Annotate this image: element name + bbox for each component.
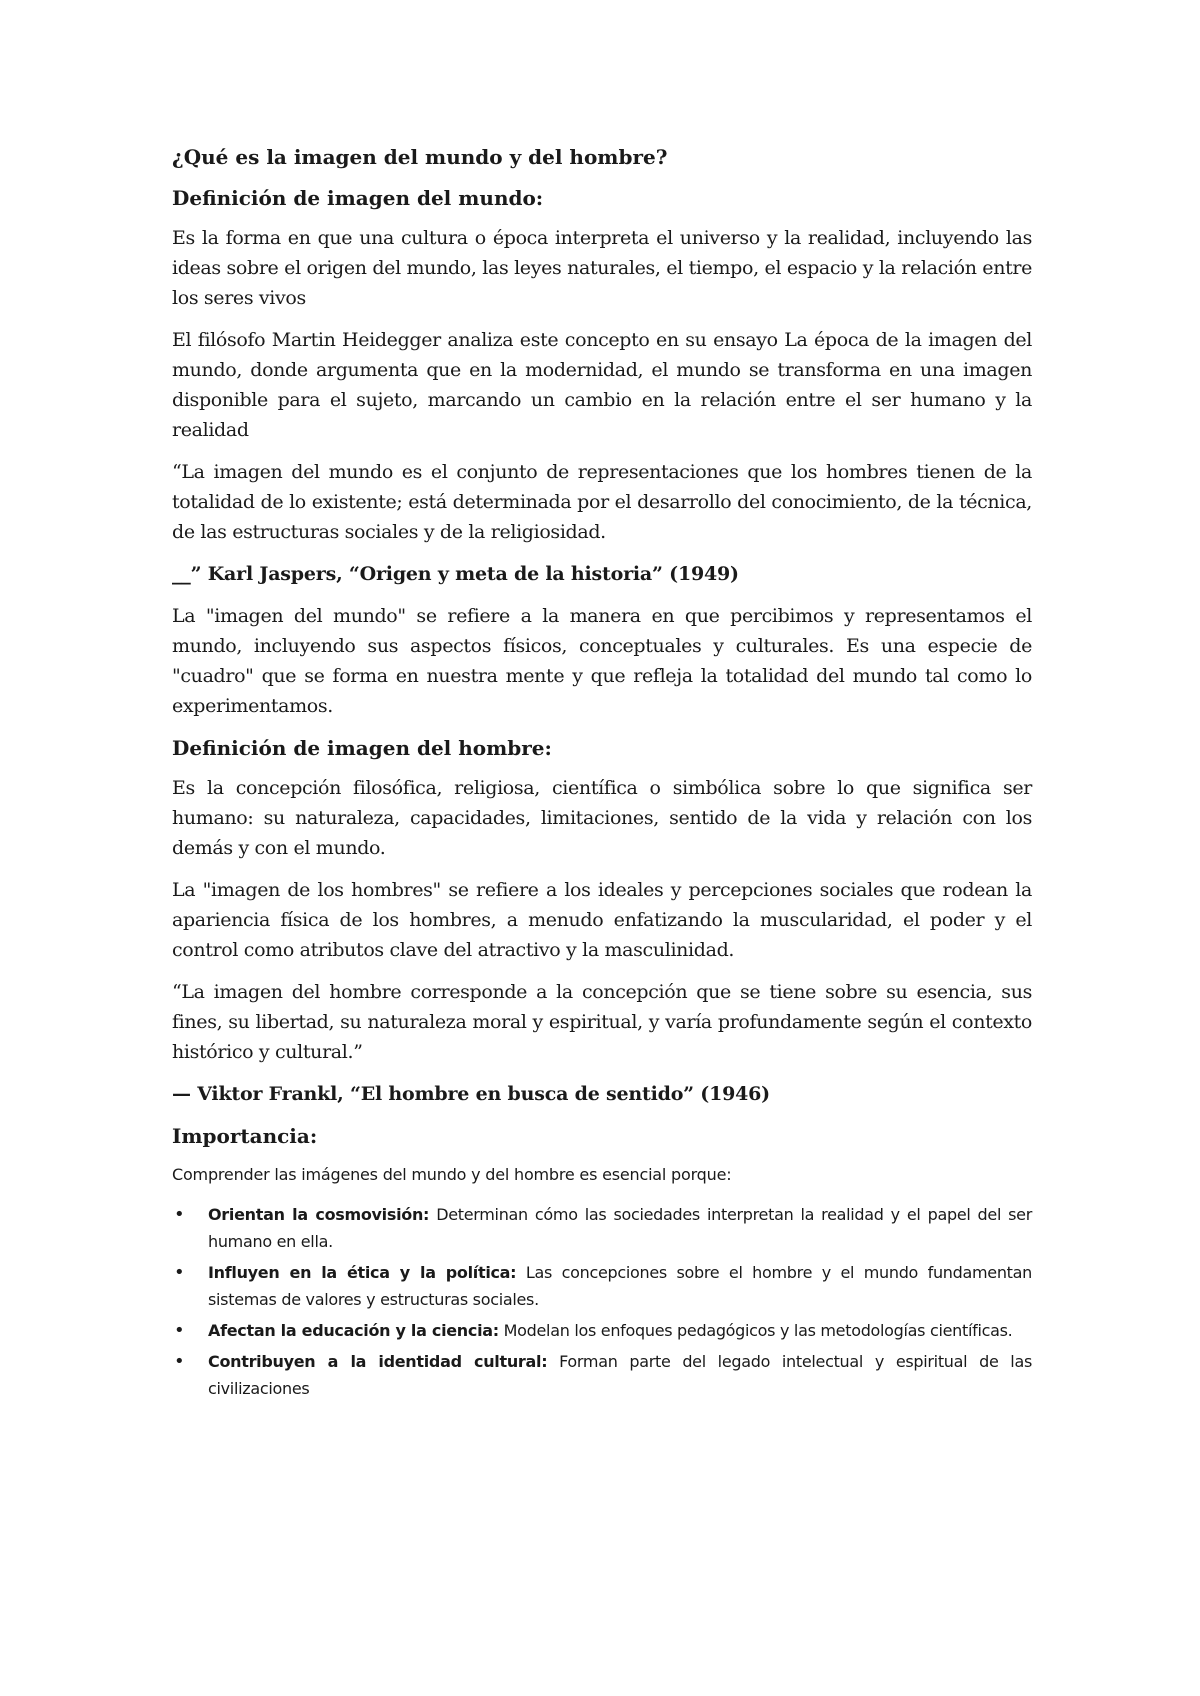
list-item <box>172 1348 1032 1402</box>
bullet-icon: • <box>174 1204 185 1225</box>
quote-frankl: “La imagen del hombre corresponde a la concepción que se tiene sobre su esencia, sus fines, su libertad, su naturaleza moral y espiritual, y varía profundamente según el contexto histórico y cultural.” <box>172 981 1032 1063</box>
paragraph-men-image: La "imagen de los hombres" se refiere a los ideales y percepciones sociales que rodean la apariencia física de los hombres, a menudo enfatizando la muscularidad, el poder y el control como atributos clave del atractivo y la masculinidad. <box>172 879 1032 961</box>
list-item <box>172 1259 1032 1313</box>
list-item-text: Modelan los enfoques pedagógicos y las metodologías científicas. <box>498 1321 1013 1340</box>
list-item-text: Las concepciones sobre el hombre y el mundo fundamentan sistemas de valores y estructuras sociales. <box>208 1263 1032 1309</box>
list-item-text: Determinan cómo las sociedades interpretan la realidad y el papel del ser humano en ella. <box>208 1205 1032 1251</box>
paragraph-world-image: La "imagen del mundo" se refiere a la manera en que percibimos y representamos el mundo, incluyendo sus aspectos físicos, conceptuales y culturales. Es una especie de "cuadro" que se forma en nuestra mente y que refleja la totalidad del mundo tal como lo experimentamos. <box>172 605 1032 717</box>
quote-jaspers: “La imagen del mundo es el conjunto de representaciones que los hombres tienen de la totalidad de lo existente; está determinada por el desarrollo del conocimiento, de la técnica, de las estructuras sociales y de la religiosidad. <box>172 461 1032 543</box>
list-item-lead: Orientan la cosmovisión: <box>208 1205 430 1224</box>
citation-jaspers: __” Karl Jaspers, “Origen y meta de la historia” (1949) <box>172 563 739 585</box>
bullet-icon: • <box>174 1320 185 1341</box>
list-item-text: Forman parte del legado intelectual y espiritual de las civilizaciones <box>208 1352 1032 1398</box>
importance-intro: Comprender las imágenes del mundo y del hombre es esencial porque: <box>172 1165 732 1184</box>
list-item-lead: Afectan la educación y la ciencia: <box>208 1321 499 1340</box>
list-item <box>172 1317 1032 1344</box>
heading-man-definition: Definición de imagen del hombre: <box>172 736 552 760</box>
bullet-icon: • <box>174 1351 185 1372</box>
paragraph-man-definition: Es la concepción filosófica, religiosa, científica o simbólica sobre lo que significa ser humano: su naturaleza, capacidades, limitaciones, sentido de la vida y relación con los demás y con el mundo. <box>172 777 1032 859</box>
heading-importance: Importancia: <box>172 1124 318 1148</box>
paragraph-world-definition: Es la forma en que una cultura o época interpreta el universo y la realidad, incluyendo las ideas sobre el origen del mundo, las leyes naturales, el tiempo, el espacio y la relación entre los seres vivos <box>172 227 1032 309</box>
citation-frankl: — Viktor Frankl, “El hombre en busca de sentido” (1946) <box>172 1083 770 1105</box>
heading-world-definition: Definición de imagen del mundo: <box>172 186 544 210</box>
list-item <box>172 1201 1032 1255</box>
list-item-lead: Influyen en la ética y la política: <box>208 1263 517 1282</box>
bullet-icon: • <box>174 1262 185 1283</box>
document-title: ¿Qué es la imagen del mundo y del hombre? <box>172 145 668 169</box>
paragraph-heidegger: El filósofo Martin Heidegger analiza este concepto en su ensayo La época de la imagen del mundo, donde argumenta que en la modernidad, el mundo se transforma en una imagen disponible para el sujeto, marcando un cambio en la relación entre el ser humano y la realidad <box>172 329 1032 441</box>
importance-list <box>172 1201 1032 1402</box>
document-body <box>172 142 1032 1406</box>
list-item-lead: Contribuyen a la identidad cultural: <box>208 1352 548 1371</box>
